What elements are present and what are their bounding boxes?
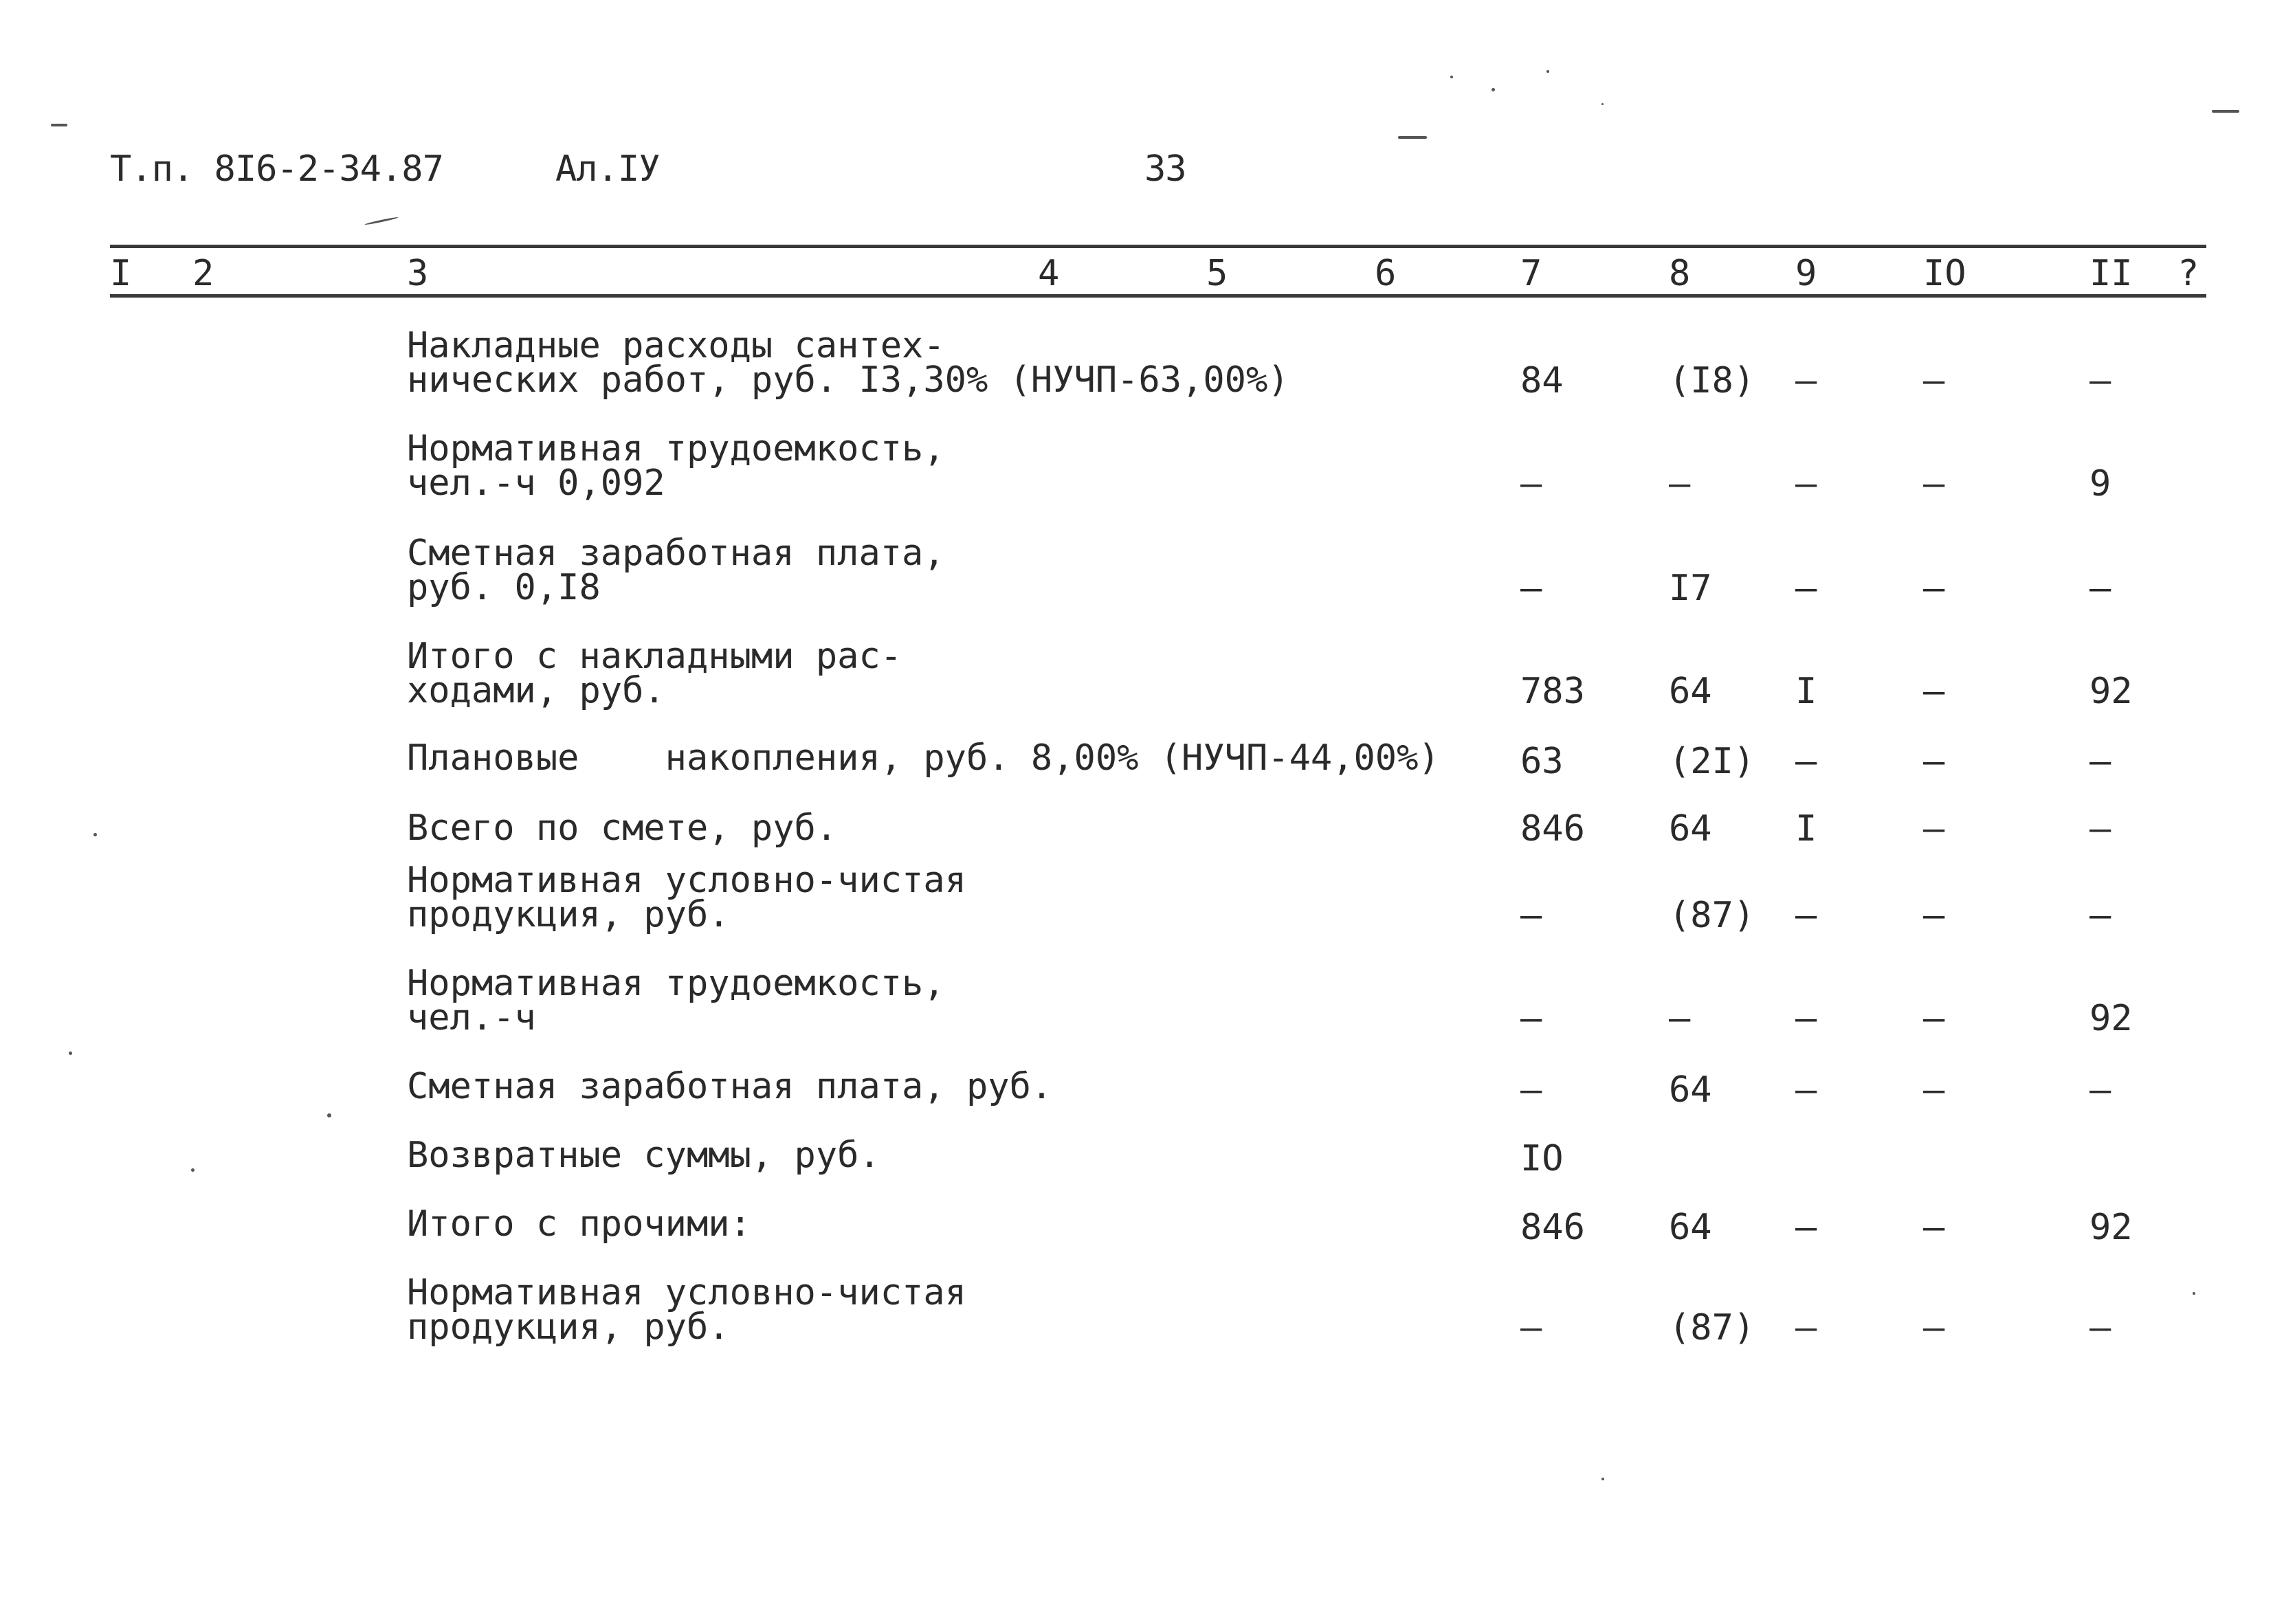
cell-col-11: – [2089,741,2111,782]
cell-col-8: I7 [1669,568,1712,609]
cell-col-10: – [1923,1207,1945,1248]
cell-col-8: 64 [1669,808,1712,849]
row-description-line-1: Сметная заработная плата, [407,533,945,574]
cell-col-7: IO [1520,1138,1564,1179]
cell-col-8: (87) [1669,1307,1755,1348]
scan-mark [191,1168,195,1172]
row-description-line-2: чел.-ч [407,997,536,1038]
cell-col-11: 92 [2089,998,2133,1039]
cell-col-9: – [1795,1069,1817,1111]
cell-col-8: 64 [1669,1069,1712,1111]
row-description-line-1: Всего по смете, руб. [407,808,838,849]
cell-col-11: – [2089,808,2111,849]
scan-mark [2193,1292,2195,1295]
column-number: 2 [192,253,214,294]
column-number: ? [2177,253,2199,294]
scan-mark [1546,70,1549,73]
cell-col-11: – [2089,1307,2111,1348]
column-number: 4 [1038,253,1060,294]
cell-col-7: 846 [1520,1207,1585,1248]
cell-col-10: – [1923,998,1945,1039]
cell-col-9: – [1795,998,1817,1039]
column-number: 9 [1795,253,1817,294]
cell-col-10: – [1923,895,1945,936]
cell-col-9: – [1795,741,1817,782]
cell-col-7: – [1520,998,1542,1039]
cell-col-7: 63 [1520,741,1564,782]
row-description-line-2: продукция, руб. [407,894,730,935]
scan-mark [1601,1478,1604,1480]
cell-col-8: (2I) [1669,741,1755,782]
cell-col-11: – [2089,360,2111,401]
cell-col-9: – [1795,895,1817,936]
cell-col-11: 92 [2089,1207,2133,1248]
cell-col-9: – [1795,1207,1817,1248]
row-description-line-1: Итого с накладными рас- [407,636,902,677]
cell-col-7: 846 [1520,808,1585,849]
cell-col-8: (I8) [1669,360,1755,401]
cell-col-10: – [1923,808,1945,849]
column-number: II [2089,253,2133,294]
column-number: 8 [1669,253,1691,294]
column-number: I [110,253,132,294]
scan-mark [93,833,97,836]
cell-col-8: – [1669,998,1691,1039]
cell-col-10: – [1923,1307,1945,1348]
row-description-line-1: Накладные расходы сантех- [407,325,945,366]
cell-col-8: 64 [1669,671,1712,712]
cell-col-10: – [1923,671,1945,712]
scan-mark [2212,110,2239,113]
row-description-line-1: Возвратные суммы, руб. [407,1135,880,1176]
column-number: 6 [1375,253,1397,294]
cell-col-11: – [2089,895,2111,936]
row-description-line-1: Плановые накопления, руб. 8,00% (НУЧП-44,00%) [407,737,1440,779]
scan-mark [1492,88,1495,91]
cell-col-10: – [1923,360,1945,401]
cell-col-7: – [1520,895,1542,936]
row-description-line-2: продукция, руб. [407,1306,730,1348]
cell-col-10: – [1923,741,1945,782]
cell-col-11: 92 [2089,671,2133,712]
column-number: 5 [1206,253,1228,294]
cell-col-9: – [1795,463,1817,504]
cell-col-10: – [1923,568,1945,609]
cell-col-10: – [1923,463,1945,504]
scan-mark [364,216,399,225]
cell-col-9: – [1795,1307,1817,1348]
cell-col-7: – [1520,1069,1542,1111]
cell-col-9: I [1795,671,1817,712]
column-number: 3 [407,253,429,294]
cell-col-9: I [1795,808,1817,849]
scan-mark [51,124,67,126]
sheet-label: Ал.IУ [555,148,660,190]
cell-col-9: – [1795,360,1817,401]
cell-col-7: – [1520,1307,1542,1348]
document-reference: Т.п. 8I6-2-34.87 [110,148,443,190]
row-description-line-1: Нормативная условно-чистая [407,1272,966,1313]
row-description-line-1: Нормативная трудоемкость, [407,963,945,1004]
page-number: 33 [1144,148,1186,190]
column-number: 7 [1520,253,1542,294]
cell-col-11: – [2089,1069,2111,1111]
cell-col-7: 783 [1520,671,1585,712]
cell-col-7: – [1520,568,1542,609]
cell-col-8: (87) [1669,895,1755,936]
column-number: IO [1923,253,1966,294]
scan-mark [69,1052,72,1055]
row-description-line-1: Нормативная условно-чистая [407,860,966,901]
cell-col-8: – [1669,463,1691,504]
scan-mark [1450,76,1453,78]
scan-mark [1601,103,1604,105]
cell-col-11: – [2089,568,2111,609]
cell-col-10: – [1923,1069,1945,1111]
row-description-line-2: ходами, руб. [407,670,665,711]
row-description-line-1: Нормативная трудоемкость, [407,428,945,469]
row-description-line-1: Итого с прочими: [407,1203,751,1245]
row-description-line-2: руб. 0,I8 [407,567,601,608]
row-description-line-2: чел.-ч 0,092 [407,463,665,504]
row-description-line-2: нических работ, руб. I3,30% (НУЧП-63,00%) [407,359,1289,401]
scan-mark [1398,136,1427,139]
table-top-rule [110,245,2206,248]
row-description-line-1: Сметная заработная плата, руб. [407,1066,1053,1107]
cell-col-8: 64 [1669,1207,1712,1248]
cell-col-7: – [1520,463,1542,504]
scan-mark [327,1113,331,1117]
table-header-rule [110,294,2206,298]
cell-col-9: – [1795,568,1817,609]
cell-col-11: 9 [2089,463,2111,504]
cell-col-7: 84 [1520,360,1564,401]
